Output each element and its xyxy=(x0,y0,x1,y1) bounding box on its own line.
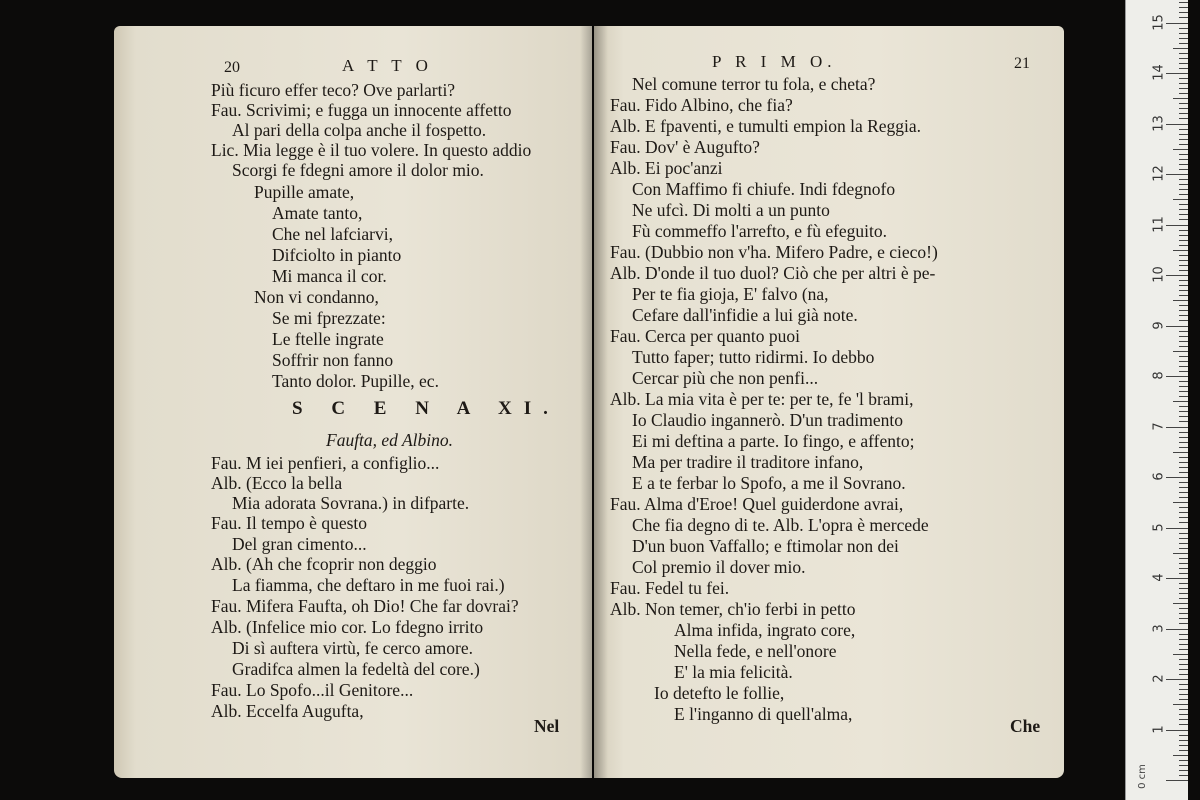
ruler-tick xyxy=(1173,351,1188,352)
ruler-tick xyxy=(1179,558,1188,559)
ruler-tick xyxy=(1173,553,1188,554)
running-header: A T T O xyxy=(342,56,433,75)
ruler-tick xyxy=(1179,432,1188,433)
ruler-tick xyxy=(1179,719,1188,720)
ruler-tick xyxy=(1179,613,1188,614)
text-line: Fù commeffo l'arrefto, e fù efeguito. xyxy=(632,221,888,241)
text-line: Ma per tradire il traditore infano, xyxy=(632,452,864,472)
text-line: Scorgi fe fdegni amore il dolor mio. xyxy=(232,160,484,180)
ruler-tick xyxy=(1179,134,1188,135)
ruler-tick xyxy=(1179,38,1188,39)
ruler-tick xyxy=(1179,421,1188,422)
dialogue-line: Fau. M iei penfieri, a configlio... xyxy=(211,453,440,473)
ruler-tick xyxy=(1179,361,1188,362)
dialogue-line: Fau. Mifera Faufta, oh Dio! Che far dovrai? xyxy=(211,596,519,616)
ruler-tick xyxy=(1179,497,1188,498)
ruler-tick xyxy=(1179,356,1188,357)
ruler-tick xyxy=(1173,704,1188,705)
ruler-tick xyxy=(1179,184,1188,185)
dialogue-line: Gradifca almen la fedeltà del core.) xyxy=(232,659,480,679)
text-line: Alb. Ei poc'anzi xyxy=(610,158,723,178)
text-line: Fau. Scrivimi; e fugga un innocente affetto xyxy=(211,100,512,120)
text-line: Con Maffimo fi chiufe. Indi fdegnofo xyxy=(632,179,896,199)
ruler-tick xyxy=(1166,124,1188,125)
ruler-tick xyxy=(1179,214,1188,215)
text-line: Non vi condanno, xyxy=(254,287,379,307)
text-line: Tutto faper; tutto ridirmi. Io debbo xyxy=(632,347,875,367)
ruler-tick xyxy=(1179,684,1188,685)
ruler-tick xyxy=(1179,634,1188,635)
ruler-tick xyxy=(1166,780,1188,781)
ruler-tick xyxy=(1166,73,1188,74)
ruler-tick xyxy=(1179,154,1188,155)
ruler-tick xyxy=(1179,694,1188,695)
ruler-tick xyxy=(1179,533,1188,534)
ruler-number: 10 xyxy=(1151,266,1167,283)
text-line: Fau. Fedel tu fei. xyxy=(610,578,730,598)
ruler-tick xyxy=(1179,538,1188,539)
ruler-tick xyxy=(1179,639,1188,640)
text-line: E' la mia felicità. xyxy=(674,662,793,682)
dialogue-line: Mia adorata Sovrana.) in difparte. xyxy=(232,493,470,513)
running-header: P R I M O. xyxy=(712,52,837,71)
ruler-tick xyxy=(1179,255,1188,256)
text-line: Fau. Cerca per quanto puoi xyxy=(610,326,801,346)
text-line: Ei mi deftina a parte. Io fingo, e affento; xyxy=(632,431,915,451)
ruler-tick xyxy=(1166,326,1188,327)
ruler-tick xyxy=(1166,174,1188,175)
ruler-tick xyxy=(1179,714,1188,715)
ruler-tick xyxy=(1179,169,1188,170)
ruler-tick xyxy=(1166,376,1188,377)
ruler-tick xyxy=(1179,118,1188,119)
ruler-tick xyxy=(1179,336,1188,337)
ruler-tick xyxy=(1179,462,1188,463)
dialogue-line: Di sì auftera virtù, fe cerco amore. xyxy=(232,638,473,658)
text-line: Soffrir non fanno xyxy=(272,350,394,370)
ruler-tick xyxy=(1179,78,1188,79)
text-line: Difciolto in pianto xyxy=(272,245,402,265)
text-line: Alb. La mia vita è per te: per te, fe 'l brami, xyxy=(610,389,914,409)
book-gutter xyxy=(580,26,608,778)
ruler-tick xyxy=(1179,750,1188,751)
text-line: Al pari della colpa anche il fospetto. xyxy=(232,120,487,140)
text-line: Nella fede, e nell'onore xyxy=(674,641,837,661)
ruler-tick xyxy=(1179,144,1188,145)
ruler-number: 6 xyxy=(1151,472,1167,481)
text-line: Che nel lafciarvi, xyxy=(272,224,393,244)
text-line: Io Claudio ingannerò. D'un tradimento xyxy=(632,410,903,430)
ruler-tick xyxy=(1179,437,1188,438)
ruler-tick xyxy=(1179,270,1188,271)
text-line: E l'inganno di quell'alma, xyxy=(674,704,853,724)
ruler-tick xyxy=(1179,644,1188,645)
ruler-tick xyxy=(1179,28,1188,29)
ruler-tick xyxy=(1173,149,1188,150)
ruler-tick xyxy=(1179,406,1188,407)
dialogue-line: Fau. Lo Spofo...il Genitore... xyxy=(211,680,414,700)
ruler-tick xyxy=(1179,108,1188,109)
ruler-tick xyxy=(1173,654,1188,655)
ruler-tick xyxy=(1179,699,1188,700)
text-line: E a te ferbar lo Spofo, a me il Sovrano. xyxy=(632,473,906,493)
text-line: Nel comune terror tu fola, e cheta? xyxy=(632,74,876,94)
ruler-tick xyxy=(1179,760,1188,761)
ruler-tick xyxy=(1179,598,1188,599)
ruler-tick xyxy=(1179,583,1188,584)
ruler-tick xyxy=(1173,250,1188,251)
ruler-tick xyxy=(1166,225,1188,226)
ruler-tick xyxy=(1179,179,1188,180)
ruler-tick xyxy=(1179,63,1188,64)
ruler-number: 11 xyxy=(1151,215,1167,233)
ruler-tick xyxy=(1179,765,1188,766)
text-line: Io detefto le follie, xyxy=(654,683,785,703)
ruler-tick xyxy=(1179,740,1188,741)
ruler-tick xyxy=(1179,209,1188,210)
ruler-tick xyxy=(1179,371,1188,372)
text-line: Che fia degno di te. Alb. L'opra è mercede xyxy=(632,515,929,535)
ruler-tick xyxy=(1179,88,1188,89)
ruler-number: 2 xyxy=(1151,674,1167,683)
ruler-tick xyxy=(1179,664,1188,665)
ruler-tick xyxy=(1179,770,1188,771)
ruler-tick xyxy=(1179,113,1188,114)
ruler-number: 12 xyxy=(1151,165,1167,182)
ruler-number: 8 xyxy=(1151,371,1167,380)
ruler-tick xyxy=(1179,416,1188,417)
ruler-tick xyxy=(1179,457,1188,458)
text-line: Alma infida, ingrato core, xyxy=(674,620,856,640)
ruler-number: 13 xyxy=(1151,114,1167,132)
ruler-number: 7 xyxy=(1151,421,1167,431)
ruler-tick xyxy=(1173,603,1188,604)
ruler-tick xyxy=(1179,593,1188,594)
ruler-tick xyxy=(1179,411,1188,412)
ruler-tick xyxy=(1166,23,1188,24)
text-line: Alb. E fpaventi, e tumulti empion la Reggia. xyxy=(610,116,922,136)
ruler-tick xyxy=(1179,33,1188,34)
ruler-tick xyxy=(1179,83,1188,84)
ruler-tick xyxy=(1173,199,1188,200)
ruler-tick xyxy=(1166,730,1188,731)
ruler-tick xyxy=(1179,290,1188,291)
ruler-tick xyxy=(1179,563,1188,564)
ruler-tick xyxy=(1179,386,1188,387)
ruler-tick xyxy=(1179,467,1188,468)
ruler-tick xyxy=(1179,517,1188,518)
ruler-tick xyxy=(1179,649,1188,650)
ruler-tick xyxy=(1179,219,1188,220)
ruler-tick xyxy=(1179,573,1188,574)
ruler-tick xyxy=(1173,755,1188,756)
text-line: Cefare dall'infidie a lui già note. xyxy=(632,305,858,325)
ruler-tick xyxy=(1179,669,1188,670)
ruler-number: 14 xyxy=(1151,64,1167,81)
text-line: Fau. Fido Albino, che fia? xyxy=(610,95,793,115)
ruler-tick xyxy=(1179,164,1188,165)
ruler-tick xyxy=(1179,159,1188,160)
text-line: Fau. Alma d'Eroe! Quel guiderdone avrai, xyxy=(610,494,904,514)
ruler-tick xyxy=(1179,381,1188,382)
ruler-number: 1 xyxy=(1151,724,1167,734)
catchword: Nel xyxy=(534,716,560,736)
ruler-number: 15 xyxy=(1151,13,1167,31)
text-line: Lic. Mia legge è il tuo volere. In questo addio xyxy=(211,140,532,160)
ruler-tick xyxy=(1173,401,1188,402)
ruler-tick xyxy=(1179,623,1188,624)
ruler-tick xyxy=(1179,447,1188,448)
ruler-tick xyxy=(1179,689,1188,690)
text-line: Mi manca il cor. xyxy=(272,266,387,286)
ruler-tick xyxy=(1166,477,1188,478)
ruler-tick xyxy=(1179,103,1188,104)
ruler-tick xyxy=(1179,341,1188,342)
dialogue-line: La fiamma, che deftaro in me fuoi rai.) xyxy=(232,575,505,595)
ruler-tick xyxy=(1179,724,1188,725)
ruler-tick xyxy=(1179,320,1188,321)
ruler-tick xyxy=(1179,194,1188,195)
text-line: Pupille amate, xyxy=(254,182,355,202)
ruler-tick xyxy=(1179,745,1188,746)
ruler-tick xyxy=(1179,58,1188,59)
ruler-tick xyxy=(1179,245,1188,246)
dialogue-line: Alb. (Ecco la bella xyxy=(211,473,343,493)
text-line: Più ficuro effer teco? Ove parlarti? xyxy=(211,80,456,100)
ruler-tick xyxy=(1179,618,1188,619)
text-line: Alb. Non temer, ch'io ferbi in petto xyxy=(610,599,856,619)
ruler-tick xyxy=(1166,275,1188,276)
ruler-tick xyxy=(1179,588,1188,589)
ruler-tick xyxy=(1179,68,1188,69)
ruler-tick xyxy=(1179,512,1188,513)
ruler-tick xyxy=(1179,93,1188,94)
dialogue-line: Del gran cimento... xyxy=(232,534,367,554)
ruler-tick xyxy=(1179,53,1188,54)
ruler-tick xyxy=(1179,305,1188,306)
text-line: Fau. (Dubbio non v'ha. Mifero Padre, e cieco!) xyxy=(610,242,938,262)
ruler-number: 5 xyxy=(1151,522,1167,532)
ruler-tick xyxy=(1173,502,1188,503)
page-number: 20 xyxy=(224,59,240,76)
ruler-number: 3 xyxy=(1151,623,1167,633)
ruler-tick xyxy=(1179,442,1188,443)
ruler-tick xyxy=(1166,629,1188,630)
ruler-tick xyxy=(1179,487,1188,488)
ruler-tick xyxy=(1179,204,1188,205)
ruler-tick xyxy=(1179,472,1188,473)
ruler-tick xyxy=(1173,98,1188,99)
ruler-tick xyxy=(1179,43,1188,44)
ruler-tick xyxy=(1179,12,1188,13)
ruler-tick xyxy=(1173,452,1188,453)
ruler-tick xyxy=(1179,315,1188,316)
ruler-tick xyxy=(1179,396,1188,397)
text-line: Alb. D'onde il tuo duol? Ciò che per altri è pe- xyxy=(610,263,936,283)
ruler-tick xyxy=(1179,775,1188,776)
text-line: Le ftelle ingrate xyxy=(272,329,384,349)
text-line: D'un buon Vaffallo; e ftimolar non dei xyxy=(632,536,899,556)
ruler-unit-label: 0 cm xyxy=(1136,764,1148,789)
text-line: Ne ufcì. Di molti a un punto xyxy=(632,200,830,220)
text-line: Amate tanto, xyxy=(272,203,363,223)
ruler-tick xyxy=(1179,507,1188,508)
ruler-tick xyxy=(1179,735,1188,736)
ruler-tick xyxy=(1179,189,1188,190)
ruler-tick xyxy=(1179,2,1188,3)
ruler-tick xyxy=(1179,139,1188,140)
ruler-tick xyxy=(1179,295,1188,296)
left-page xyxy=(114,26,592,778)
ruler-tick xyxy=(1179,568,1188,569)
ruler-tick xyxy=(1166,679,1188,680)
text-line: Se mi fprezzate: xyxy=(272,308,386,328)
ruler-tick xyxy=(1179,391,1188,392)
ruler-tick xyxy=(1179,522,1188,523)
ruler-tick xyxy=(1179,280,1188,281)
ruler-tick xyxy=(1179,310,1188,311)
measuring-ruler xyxy=(1125,0,1188,800)
dialogue-line: Alb. (Ah che fcoprir non deggio xyxy=(211,554,437,574)
scene-characters: Faufta, ed Albino. xyxy=(326,430,454,450)
catchword: Che xyxy=(1010,716,1041,736)
dialogue-line: Fau. Il tempo è questo xyxy=(211,513,368,533)
page-number: 21 xyxy=(1014,55,1030,72)
scene-heading: S C E N A XI. xyxy=(292,398,560,419)
text-line: Col premio il dover mio. xyxy=(632,557,806,577)
ruler-tick xyxy=(1166,578,1188,579)
text-line: Per te fia gioja, E' falvo (na, xyxy=(632,284,829,304)
ruler-tick xyxy=(1179,366,1188,367)
ruler-tick xyxy=(1179,230,1188,231)
ruler-tick xyxy=(1179,17,1188,18)
ruler-tick xyxy=(1173,48,1188,49)
ruler-tick xyxy=(1166,528,1188,529)
ruler-tick xyxy=(1179,548,1188,549)
ruler-tick xyxy=(1179,331,1188,332)
text-line: Tanto dolor. Pupille, ec. xyxy=(272,371,439,391)
ruler-tick xyxy=(1179,492,1188,493)
ruler-tick xyxy=(1179,608,1188,609)
ruler-tick xyxy=(1179,543,1188,544)
ruler-tick xyxy=(1179,235,1188,236)
ruler-tick xyxy=(1179,285,1188,286)
ruler-tick xyxy=(1166,427,1188,428)
ruler-tick xyxy=(1179,7,1188,8)
ruler-tick xyxy=(1173,300,1188,301)
ruler-number: 9 xyxy=(1151,320,1167,330)
dialogue-line: Alb. (Infelice mio cor. Lo fdegno irrito xyxy=(211,617,484,637)
right-page xyxy=(594,26,1064,778)
ruler-number: 4 xyxy=(1151,573,1167,582)
ruler-tick xyxy=(1179,129,1188,130)
ruler-tick xyxy=(1179,659,1188,660)
ruler-tick xyxy=(1179,346,1188,347)
ruler-tick xyxy=(1179,674,1188,675)
ruler-tick xyxy=(1179,482,1188,483)
open-book xyxy=(114,26,1064,778)
dialogue-line: Alb. Eccelfa Augufta, xyxy=(211,701,364,721)
ruler-tick xyxy=(1179,709,1188,710)
text-line: Cercar più che non penfi... xyxy=(632,368,819,388)
ruler-tick xyxy=(1179,260,1188,261)
text-line: Fau. Dov' è Augufto? xyxy=(610,137,760,157)
ruler-tick xyxy=(1179,240,1188,241)
ruler-tick xyxy=(1179,265,1188,266)
